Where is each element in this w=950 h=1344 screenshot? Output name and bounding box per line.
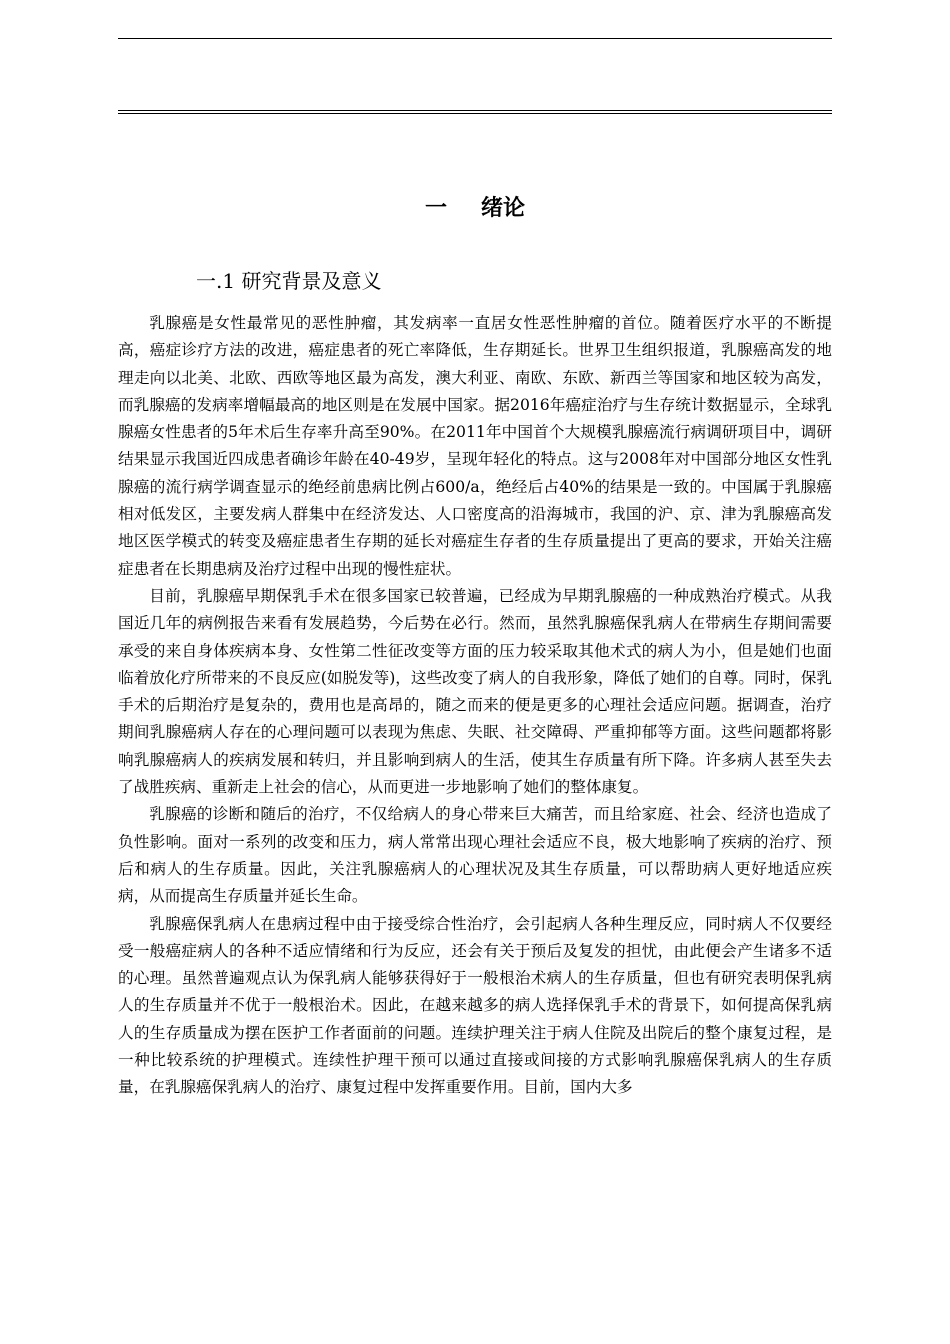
chapter-title-text: 绪论 (481, 196, 526, 221)
body-text (118, 310, 832, 1102)
section-heading: 一.1 研究背景及意义 (196, 269, 382, 293)
header-rule-top (118, 38, 832, 39)
paragraph: 乳腺癌保乳病人在患病过程中由于接受综合性治疗，会引起病人各种生理反应，同时病人不仅要经受一般癌症病人的各种不适应情绪和行为反应，还会有关于预后及复发的担忧，由此便会产生诸多不适的心理。虽然普遍观点认为保乳病人能够获得好于一般根治术病人的生存质量，但也有研究表明保乳病人的生存质量并不优于一般根治术。因此，在越来越多的病人选择保乳手术的背景下，如何提高保乳病人的生存质量成为摆在医护工作者面前的问题。连续护理关注于病人住院及出院后的整个康复过程，是一种比较系统的护理模式。连续性护理干预可以通过直接或间接的方式影响乳腺癌保乳病人的生存质量，在乳腺癌保乳病人的治疗、康复过程中发挥重要作用。目前，国内大多 (118, 914, 832, 1097)
chapter-number: 一 (424, 196, 447, 221)
header-rule-double (118, 110, 832, 114)
chapter-title (0, 192, 950, 226)
paragraph: 目前，乳腺癌早期保乳手术在很多国家已较普遍，已经成为早期乳腺癌的一种成熟治疗模式。从我国近几年的病例报告来看有发展趋势，今后势在必行。然而，虽然乳腺癌保乳病人在带病生存期间需要承受的来自身体疾病本身、女性第二性征改变等方面的压力较采取其他术式的病人为小，但是她们也面临着放化疗所带来的不良反应(如脱发等)，这些改变了病人的自我形象，降低了她们的自尊。同时，保乳手术的后期治疗是复杂的，费用也是高昂的，随之而来的便是更多的心理社会适应问题。据调查，治疗期间乳腺癌病人存在的心理问题可以表现为焦虑、失眠、社交障碍、严重抑郁等方面。这些问题都将影响乳腺癌病人的疾病发展和转归，并且影响到病人的生活，使其生存质量有所下降。许多病人甚至失去了战胜疾病、重新走上社会的信心，从而更进一步地影响了她们的整体康复。 (118, 586, 832, 797)
paragraph: 乳腺癌的诊断和随后的治疗，不仅给病人的身心带来巨大痛苦，而且给家庭、社会、经济也造成了负性影响。面对一系列的改变和压力，病人常常出现心理社会适应不良，极大地影响了疾病的治疗、预后和病人的生存质量。因此，关注乳腺癌病人的心理状况及其生存质量，可以帮助病人更好地适应疾病，从而提高生存质量并延长生命。 (118, 805, 832, 906)
paragraph: 乳腺癌是女性最常见的恶性肿瘤，其发病率一直居女性恶性肿瘤的首位。随着医疗水平的不断提高，癌症诊疗方法的改进，癌症患者的死亡率降低，生存期延长。世界卫生组织报道，乳腺癌高发的地理走向以北美、北欧、西欧等地区最为高发，澳大利亚、南欧、东欧、新西兰等国家和地区较为高发，而乳腺癌的发病率增幅最高的地区则是在发展中国家。据2016年癌症治疗与生存统计数据显示，全球乳腺癌女性患者的5年术后生存率升高至90%。在2011年中国首个大规模乳腺癌流行病调研项目中，调研结果显示我国近四成患者确诊年龄在40-49岁，呈现年轻化的特点。这与2008年对中国部分地区女性乳腺癌的流行病学调查显示的绝经前患病比例占600/a，绝经后占40%的结果是一致的。中国属于乳腺癌相对低发区，主要发病人群集中在经济发达、人口密度高的沿海城市，我国的沪、京、津为乳腺癌高发地区医学模式的转变及癌症患者生存期的延长对癌症生存者的生存质量提出了更高的要求，开始关注癌症患者在长期患病及治疗过程中出现的慢性症状。 (118, 314, 832, 578)
